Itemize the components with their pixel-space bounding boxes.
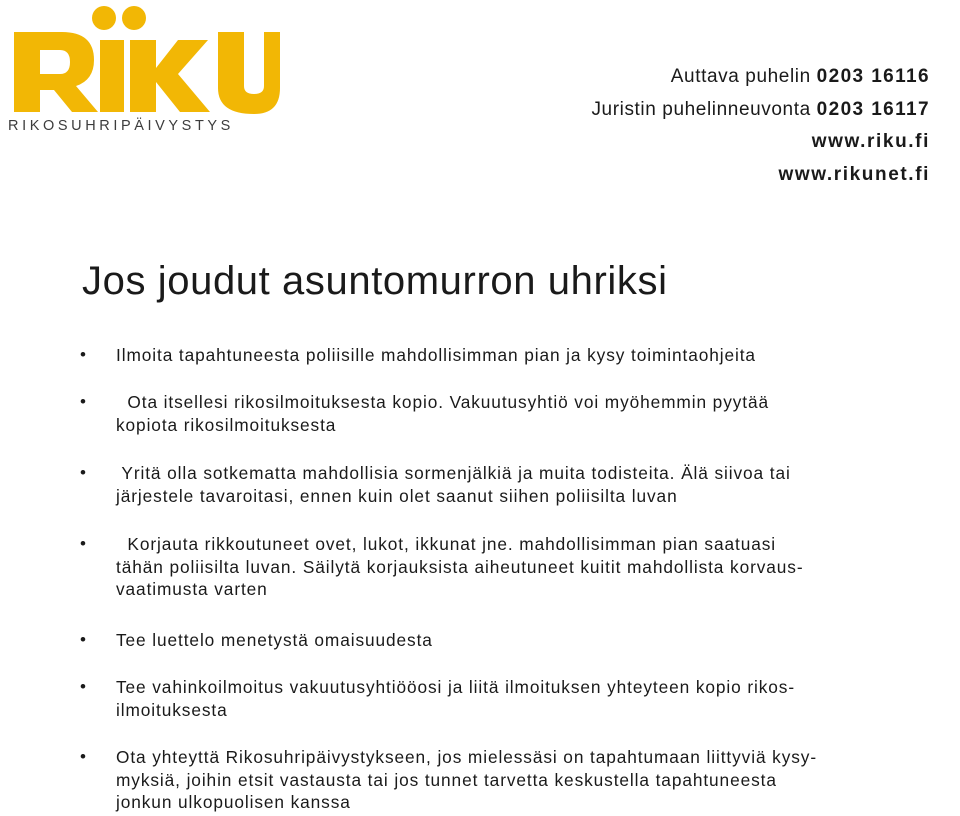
riku-logo-mark (8, 2, 280, 114)
helpline (591, 66, 930, 99)
logo-letter-i (100, 40, 124, 112)
list-item-line: vaatimusta varten (116, 579, 268, 599)
list-item (0, 629, 960, 676)
list-item (0, 344, 960, 391)
bullet-marker: • (80, 677, 87, 696)
list-item-line: kopiota rikosilmoituksesta (116, 414, 337, 435)
contact-block (591, 66, 930, 196)
list-item-line: Tee vahinkoilmoitus vakuutusyhtiööosi ja liitä ilmoituksen yhteyteen kopio rikos- (116, 677, 795, 697)
advice-list (0, 344, 960, 816)
riku-logo (8, 2, 280, 142)
list-item-line: Ota itsellesi rikosilmoituksesta kopio. Vakuutusyhtiö voi myöhemmin pyytää (116, 392, 769, 412)
list-item-line: Tee luettelo menetystä omaisuudesta (116, 630, 433, 650)
list-item (0, 746, 960, 816)
list-item-line: jonkun ulkopuolisen kanssa (116, 792, 351, 812)
legal-helpline-number: 0203 16117 (816, 98, 930, 120)
logo-head-left (92, 6, 116, 30)
list-item-line: Ilmoita tapahtuneesta poliisille mahdollisimman pian ja kysy toimintaohjeita (116, 345, 756, 365)
list-item (0, 676, 960, 746)
list-item-line: Ota yhteyttä Rikosuhripäivystykseen, jos mielessäsi on tapahtumaan liittyviä kysy- (116, 747, 817, 767)
website-link-riku[interactable]: www.riku.fi (811, 131, 930, 152)
logo-letter-u (218, 32, 280, 114)
bullet-marker: • (80, 747, 87, 766)
list-item-line: ilmoituksesta (116, 699, 228, 720)
legal-helpline (591, 99, 930, 132)
logo-letter-k (130, 40, 210, 112)
bullet-marker: • (80, 463, 87, 482)
bullet-marker: • (80, 345, 87, 364)
list-item (0, 391, 960, 462)
logo-letter-r (14, 32, 98, 112)
list-item-line: Yritä olla sotkematta mahdollisia sormenjälkiä ja muita todisteita. Älä siivoa tai (116, 463, 791, 483)
bullet-marker: • (80, 534, 87, 553)
helpline-number: 0203 16116 (816, 66, 930, 87)
list-item-line: tähän poliisilta luvan. Säilytä korjauksista aiheutuneet kuitit mahdollista korvaus- (116, 556, 804, 577)
list-item-line: Korjauta rikkoutuneet ovet, lukot, ikkunat jne. mahdollisimman pian saatuasi (116, 534, 776, 554)
bullet-marker: • (80, 630, 87, 649)
logo-head-right (122, 6, 146, 30)
logo-tagline: RIKOSUHRIPÄIVYSTYS (8, 118, 234, 134)
list-item (0, 462, 960, 533)
list-item-line: järjestele tavaroitasi, ennen kuin olet saanut siihen poliisilta luvan (116, 485, 678, 506)
website-link-rikunet[interactable]: www.rikunet.fi (778, 163, 930, 185)
bullet-marker: • (80, 392, 87, 411)
helpline-label: Auttava puhelin (670, 66, 811, 87)
list-item (0, 533, 960, 629)
page-title: Jos joudut asuntomurron uhriksi (82, 259, 668, 303)
legal-helpline-label: Juristin puhelinneuvonta (591, 98, 811, 120)
list-item-line: myksiä, joihin etsit vastausta tai jos tunnet tarvetta keskustella tapahtuneesta (116, 769, 777, 790)
